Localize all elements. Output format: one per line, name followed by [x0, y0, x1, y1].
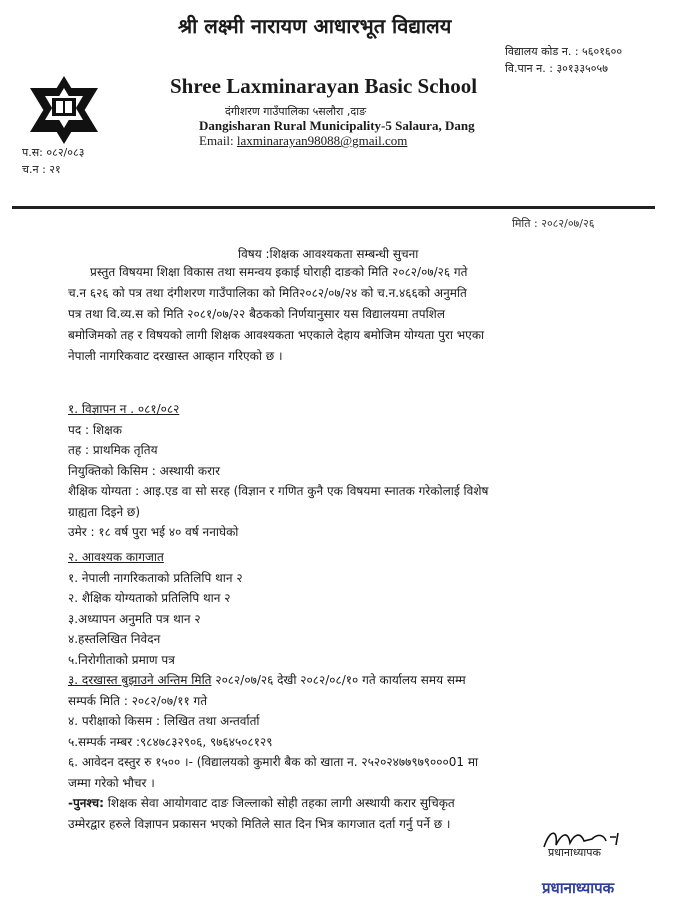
school-name-nepali: श्री लक्ष्मी नारायण आधारभूत विद्यालय	[178, 14, 452, 38]
principal-stamp: प्रधानाध्यापक	[542, 879, 615, 897]
intro-paragraph	[68, 262, 628, 367]
school-logo	[26, 72, 102, 148]
post: पद : शिक्षक	[68, 422, 122, 437]
contact-number: ५.सम्पर्क नम्बर :९८४७८३२९०६, ९७६४५०८१२९	[68, 734, 273, 749]
letter-date: मिति : २०८२/०७/२६	[512, 217, 595, 230]
intro-line: पत्र तथा वि.व्य.स को मिति २०८१/०७/२२ बैठकको निर्णयानुसार यस विद्यालयमा तपशिल	[68, 307, 445, 321]
letter-subject: विषय :शिक्षक आवश्यकता सम्बन्धी सुचना	[238, 247, 419, 261]
document-item: ३.अध्यापन अनुमति पत्र थान २	[68, 611, 201, 626]
intro-line: प्रस्तुत विषयमा शिक्षा विकास तथा समन्वय इकाई घोराही दाङको मिति २०८२/०७/२६ गते	[90, 265, 468, 279]
document-item: ५.निरोगीताको प्रमाण पत्र	[68, 652, 175, 667]
qualification: शैक्षिक योग्यता : आइ.एड वा सो सरह (विज्ञान र गणित कुनै एक विषयमा स्नातक गरेकोलाई विशेष	[68, 484, 489, 498]
section-documents	[68, 547, 638, 834]
intro-line: च.न ६२६ को पत्र तथा दंगीशरण गाउँपालिका को मिति२०८२/०७/२४ को च.न.४६६को अनुमति	[68, 286, 467, 300]
level: तह : प्राथमिक तृतिय	[68, 443, 158, 457]
document-item: १. नेपाली नागरिकताको प्रतिलिपि थान २	[68, 570, 243, 585]
deadline	[68, 670, 638, 691]
email-link[interactable]: laxminarayan98088@gmail.com	[236, 133, 408, 148]
advertisement-heading: १. विज्ञापन न . ०८१/०८२	[68, 402, 180, 416]
fiscal-year: प.स: ०८२/०८३	[22, 146, 85, 159]
postscript-label: -पुनश्च:	[68, 796, 104, 810]
deadline-label: ३. दरखास्त बुझाउने अन्तिम मिति	[68, 673, 212, 687]
section-advertisement	[68, 399, 638, 543]
age-requirement: उमेर : १८ वर्ष पुरा भई ४० वर्ष ननाघेको	[68, 525, 239, 539]
postscript-cont: उम्मेरद्वार हरुले विज्ञापन प्रकासन भएको मितिले सात दिन भित्र कागजात दर्ता गर्नु पर्ने छ ।	[68, 816, 451, 831]
deadline-text: २०८२/०७/२६ देखी २०८२/०८/१० गते कार्यालय समय सम्म	[211, 673, 466, 687]
document-item: २. शैक्षिक योग्यताको प्रतिलिपि थान २	[68, 591, 231, 605]
school-code: विद्यालय कोड न. : ५६०१६००	[505, 45, 623, 58]
principal-title: प्रधानाध्यापक	[548, 846, 601, 859]
documents-heading: २. आवश्यक कागजात	[68, 550, 164, 564]
address-english: Dangisharan Rural Municipality-5 Salaura, Dang	[199, 118, 475, 133]
intro-line: नेपाली नागरिकवाट दरखास्त आव्हान गरिएको छ ।	[68, 349, 283, 363]
school-name-english: Shree Laxminarayan Basic School	[170, 74, 478, 98]
document-item: ४.हस्तलिखित निवेदन	[68, 632, 161, 646]
address-nepali: दंगीशरण गाउँपालिका ५सलौरा ,दाङ	[225, 105, 367, 118]
header-divider	[12, 206, 655, 209]
intro-line: बमोजिमको तह र विषयको लागी शिक्षक आवश्यकता भएकाले देहाय बमोजिम योग्यता पुरा भएका	[68, 328, 485, 342]
contact-date: सम्पर्क मिति : २०८२/०७/११ गते	[68, 693, 208, 708]
exam-type: ४. परीक्षाको किसम : लिखित तथा अन्तर्वार्ता	[68, 714, 260, 728]
dispatch-number: च.न : २१	[22, 163, 61, 176]
email-label: Email:	[199, 133, 234, 148]
application-fee-cont: जम्मा गरेको भौचर ।	[68, 775, 155, 790]
postscript-text: शिक्षक सेवा आयोगवाट दाङ जिल्लाको सोही तहका लागी अस्थायी करार सुचिकृत	[103, 796, 455, 810]
application-fee: ६. आवेदन दस्तुर रु १५०० ।- (विद्यालयको कुमारी बैक को खाता न. २५२०२४७७९७९०००01 मा	[68, 755, 479, 769]
postscript	[68, 793, 638, 814]
email-line	[199, 133, 407, 149]
qualification-cont: ग्राह्यता दिइने छ)	[68, 504, 141, 519]
pan-number: वि.पान न. : ३०१३३५०५७	[505, 62, 608, 75]
appointment-type: नियुक्तिको किसिम : अस्थायी करार	[68, 463, 221, 478]
